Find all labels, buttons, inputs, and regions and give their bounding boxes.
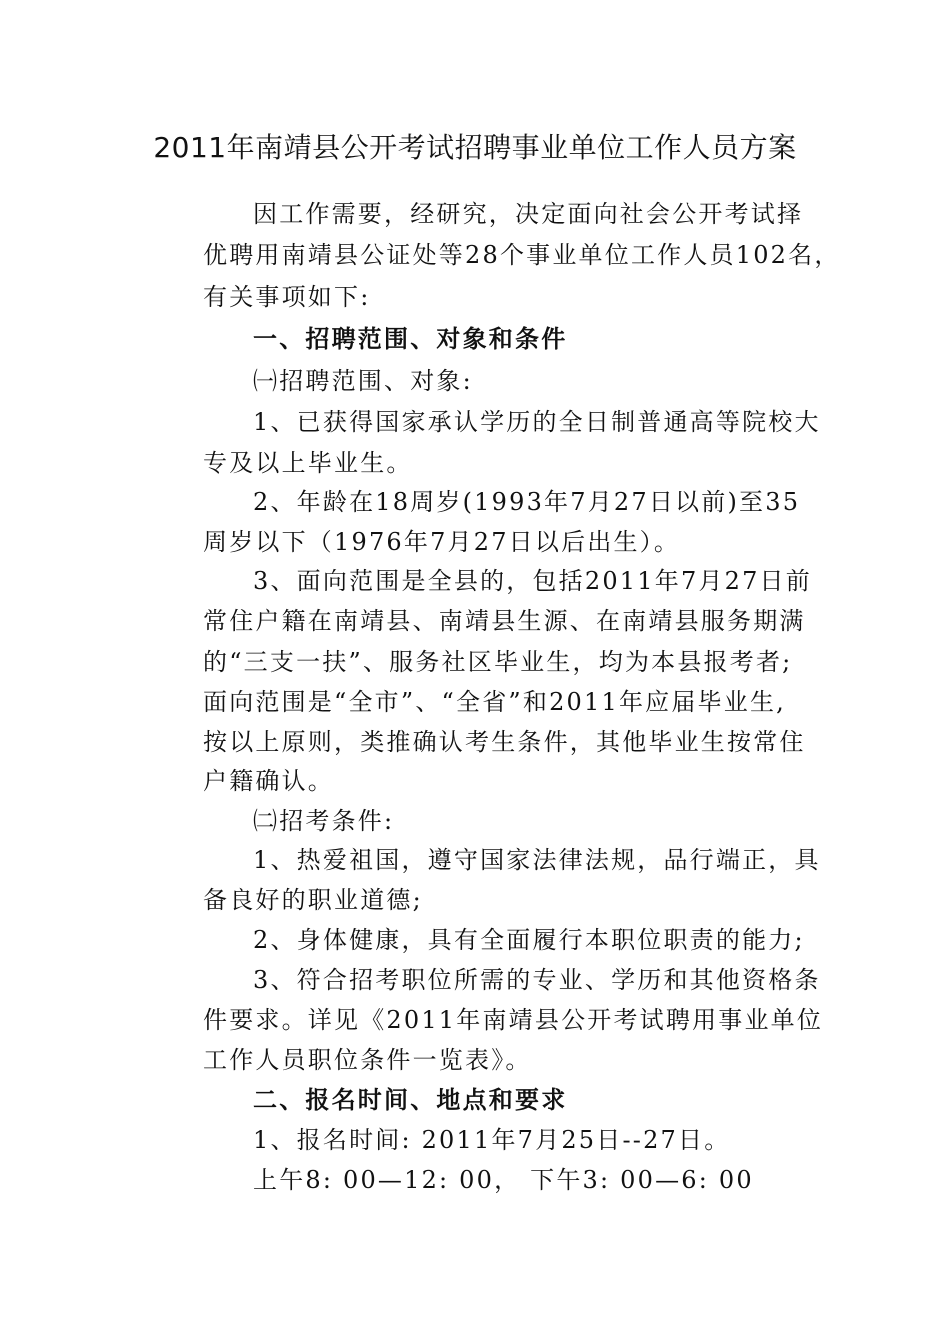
section-heading: 一、招聘范围、对象和条件 [253, 325, 568, 353]
paragraph-line: 件要求。详见《2011年南靖县公开考试聘用事业单位 [203, 1006, 824, 1034]
paragraph-line: 3、符合招考职位所需的专业、学历和其他资格条 [253, 966, 821, 994]
paragraph-line: 的“三支一扶”、服务社区毕业生，均为本县报考者; [203, 648, 793, 676]
subsection-heading: ㈠招聘范围、对象: [253, 367, 473, 395]
section-heading: 二、报名时间、地点和要求 [253, 1086, 568, 1114]
paragraph-line: 按以上原则，类推确认考生条件，其他毕业生按常住 [203, 728, 806, 756]
document-title: 2011年南靖县公开考试招聘事业单位工作人员方案 [153, 131, 797, 164]
paragraph-line: 上午8: 00—12: 00， 下午3: 00—6: 00 [253, 1166, 754, 1194]
paragraph-line: 周岁以下（1976年7月27日以后出生）。 [203, 528, 681, 556]
paragraph-line: 2、身体健康，具有全面履行本职位职责的能力; [253, 926, 805, 954]
paragraph-line: 工作人员职位条件一览表》。 [203, 1046, 532, 1074]
paragraph-line: 优聘用南靖县公证处等28个事业单位工作人员102名， [203, 241, 841, 269]
paragraph-line: 有关事项如下: [203, 283, 371, 311]
paragraph-line: 因工作需要，经研究，决定面向社会公开考试择 [253, 200, 804, 228]
paragraph-line: 面向范围是“全市”、“全省”和2011年应届毕业生, [203, 688, 786, 716]
paragraph-line: 常住户籍在南靖县、南靖县生源、在南靖县服务期满 [203, 607, 806, 635]
subsection-heading: ㈡招考条件: [253, 807, 395, 835]
paragraph-line: 1、报名时间: 2011年7月25日--27日。 [253, 1126, 731, 1154]
paragraph-line: 2、年龄在18周岁(1993年7月27日以前)至35 [253, 488, 801, 516]
paragraph-line: 1、热爱祖国，遵守国家法律法规，品行端正，具 [253, 846, 821, 874]
paragraph-line: 户籍确认。 [203, 767, 334, 795]
paragraph-line: 1、已获得国家承认学历的全日制普通高等院校大 [253, 408, 821, 436]
paragraph-line: 专及以上毕业生。 [203, 449, 413, 477]
paragraph-line: 3、面向范围是全县的，包括2011年7月27日前 [253, 567, 812, 595]
paragraph-line: 备良好的职业道德; [203, 886, 423, 914]
